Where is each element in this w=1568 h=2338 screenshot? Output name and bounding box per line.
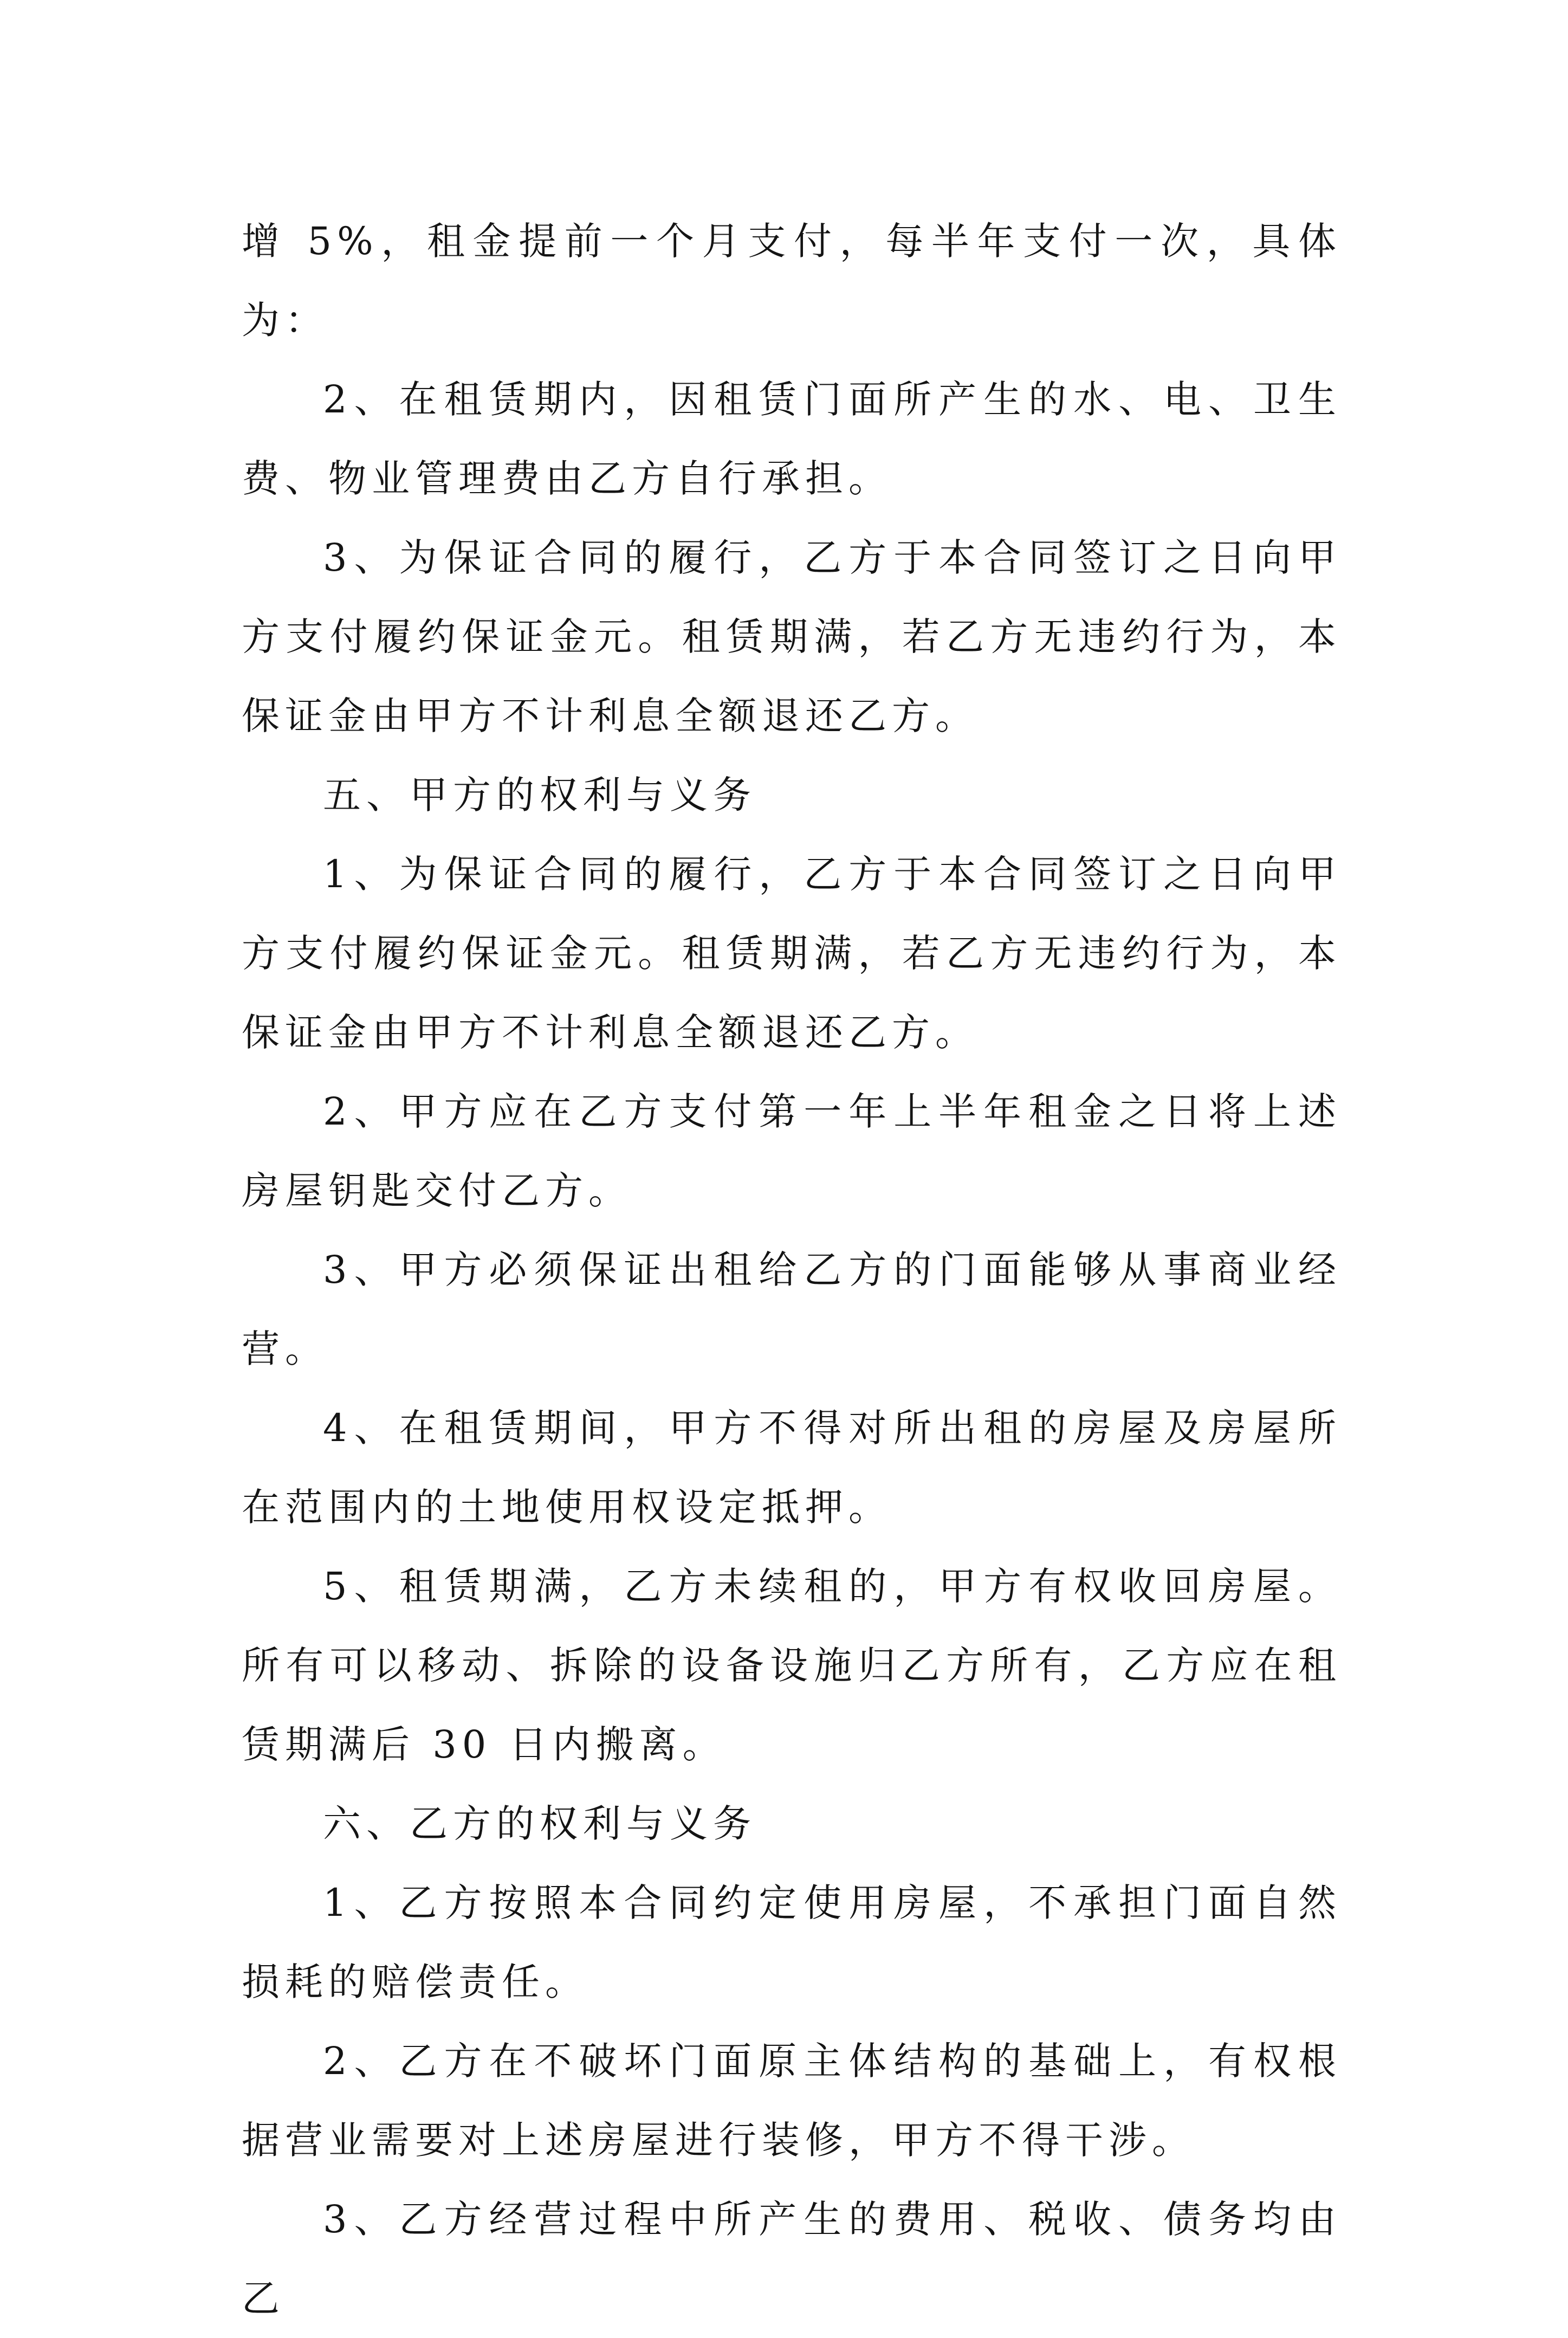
paragraph-deposit: 3、为保证合同的履行，乙方于本合同签订之日向甲方支付履约保证金元。租赁期满，若乙方无违约行为，本保证金由甲方不计利息全额退还乙方。 — [242, 535, 1342, 738]
paragraph-party-b-1: 1、乙方按照本合同约定使用房屋，不承担门面自然损耗的赔偿责任。 — [242, 1881, 1342, 2004]
section-heading-party-b: 六、乙方的权利与义务 — [323, 1801, 756, 1846]
paragraph-party-a-4: 4、在租赁期间，甲方不得对所出租的房屋及房屋所在范围内的土地使用权设定抵押。 — [242, 1406, 1342, 1529]
paragraph-party-b-3: 3、乙方经营过程中所产生的费用、税收、债务均由乙 — [242, 2197, 1342, 2321]
paragraph-utilities: 2、在租赁期内，因租赁门面所产生的水、电、卫生费、物业管理费由乙方自行承担。 — [242, 377, 1342, 501]
document-body — [242, 202, 1342, 2338]
section-heading-party-a: 五、甲方的权利与义务 — [323, 773, 756, 817]
paragraph-rent-terms: 增 5%，租金提前一个月支付，每半年支付一次，具体为： — [242, 219, 1342, 343]
paragraph-party-a-5: 5、租赁期满，乙方未续租的，甲方有权收回房屋。所有可以移动、拆除的设备设施归乙方所有，乙方应在租赁期满后 30 日内搬离。 — [242, 1564, 1342, 1767]
paragraph-party-a-2: 2、甲方应在乙方支付第一年上半年租金之日将上述房屋钥匙交付乙方。 — [242, 1089, 1342, 1213]
paragraph-party-a-1: 1、为保证合同的履行，乙方于本合同签订之日向甲方支付履约保证金元。租赁期满，若乙方无违约行为，本保证金由甲方不计利息全额退还乙方。 — [242, 852, 1342, 1055]
paragraph-party-a-3: 3、甲方必须保证出租给乙方的门面能够从事商业经营。 — [242, 1248, 1342, 1371]
paragraph-party-b-2: 2、乙方在不破坏门面原主体结构的基础上，有权根据营业需要对上述房屋进行装修，甲方不得干涉。 — [242, 2039, 1342, 2162]
